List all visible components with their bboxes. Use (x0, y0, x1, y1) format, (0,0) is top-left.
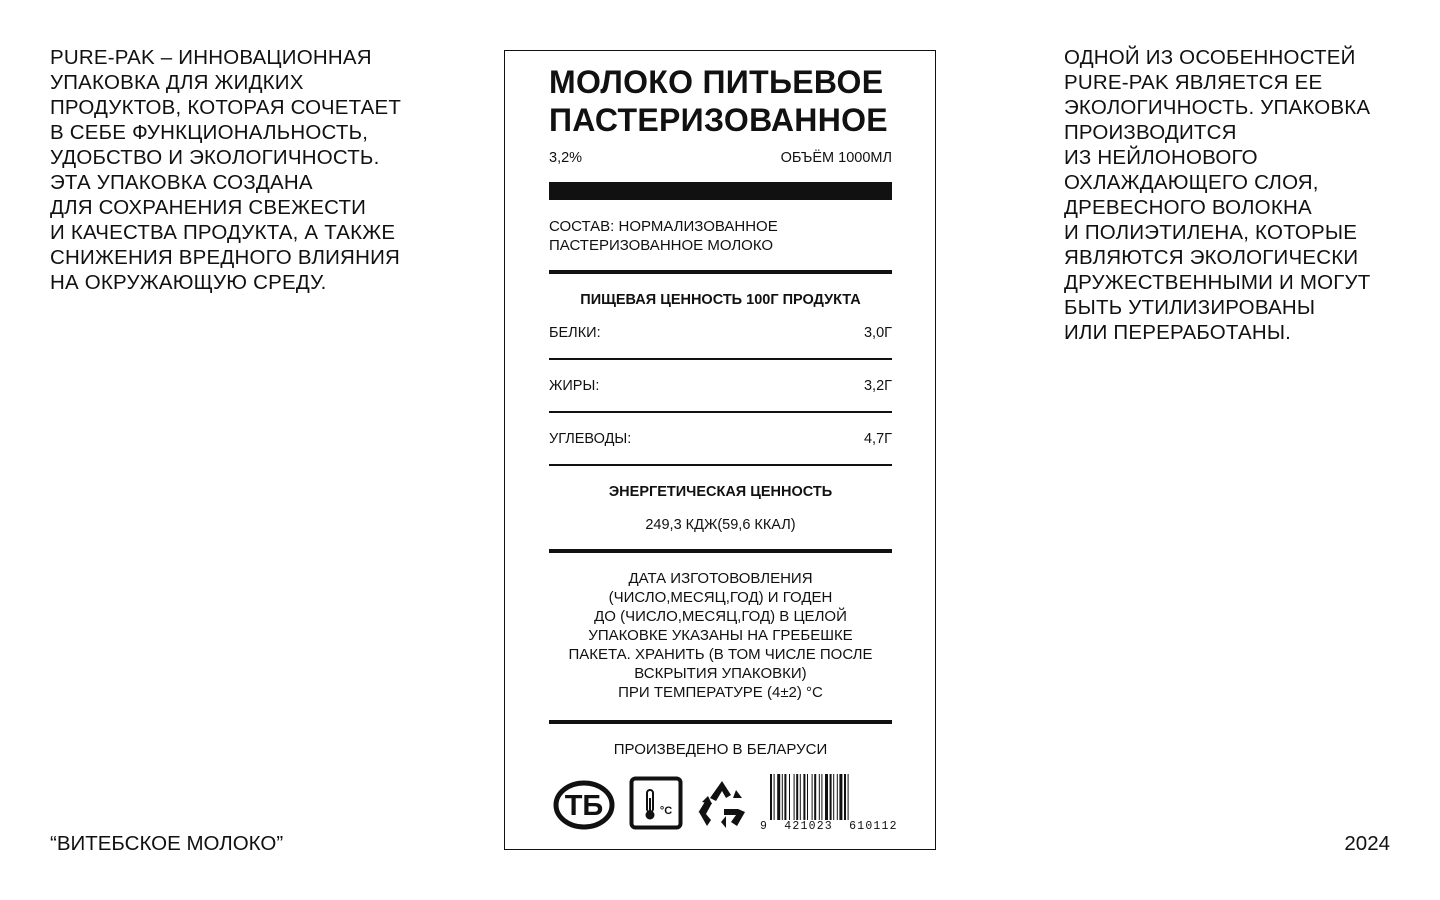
divider (549, 720, 892, 724)
nutrition-heading: ПИЩЕВАЯ ЦЕННОСТЬ 100Г ПРОДУКТА (580, 292, 861, 308)
nutrient-name: ЖИРЫ: (549, 378, 600, 394)
nutrient-row (549, 377, 892, 395)
energy-heading: ЭНЕРГЕТИЧЕСКАЯ ЦЕННОСТЬ (608, 484, 833, 500)
nutrient-name: БЕЛКИ: (549, 325, 601, 341)
temperature-icon (629, 776, 683, 830)
nutrient-row (549, 430, 892, 448)
volume: ОБЪЁМ 1000МЛ (780, 150, 892, 166)
storage-info: ДАТА ИЗГОТОВОВЛЕНИЯ (ЧИСЛО,МЕСЯЦ,ГОД) И ГОДЕН ДО (ЧИСЛО,МЕСЯЦ,ГОД) В ЦЕЛОЙ УПАКОВКЕ УКАЗАНЫ НА ГРЕБЕШКЕ ПАКЕТА. ХРАНИТЬ (В ТОМ ЧИСЛЕ ПОСЛЕ ВСКРЫТИЯ УПАКОВКИ) ПРИ ТЕМПЕРАТУРЕ (4±2) °С (568, 570, 873, 701)
nutrient-value: 4,7Г (863, 431, 892, 447)
divider (549, 411, 892, 413)
nutrient-value: 3,2Г (863, 378, 892, 394)
nutrient-name: УГЛЕВОДЫ: (549, 431, 632, 447)
divider (549, 270, 892, 274)
right-description: ОДНОЙ ИЗ ОСОБЕННОСТЕЙ PURE-PAK ЯВЛЯЕТСЯ ЕЕ ЭКОЛОГИЧНОСТЬ. УПАКОВКА ПРОИЗВОДИТСЯ ИЗ НЕЙЛОНОВОГО ОХЛАЖДАЮЩЕГО СЛОЯ, ДРЕВЕСНОГО ВОЛОКНА И ПОЛИЭТИЛЕНА, КОТОРЫЕ ЯВЛЯЮТСЯ ЭКОЛОГИЧЕСКИ ДРУЖЕСТВЕННЫМИ И МОГУТ БЫТЬ УТИЛИЗИРОВАНЫ ИЛИ ПЕРЕРАБОТАНЫ. (1064, 46, 1371, 344)
recycle-icon (695, 778, 749, 830)
divider (549, 464, 892, 466)
tb-mark-text: ТБ (564, 790, 604, 822)
left-description: PURE-PAK – ИННОВАЦИОННАЯ УПАКОВКА ДЛЯ ЖИДКИХ ПРОДУКТОВ, КОТОРАЯ СОЧЕТАЕТ В СЕБЕ ФУНКЦИОНАЛЬНОСТЬ, УДОБСТВО И ЭКОЛОГИЧНОСТЬ. ЭТА УПАКОВКА СОЗДАНА ДЛЯ СОХРАНЕНИЯ СВЕЖЕСТИ И КАЧЕСТВА ПРОДУКТА, А ТАКЖЕ СНИЖЕНИЯ ВРЕДНОГО ВЛИЯНИЯ НА ОКРУЖАЮЩУЮ СРЕДУ. (50, 46, 402, 294)
barcode-digits: 9 421023 610112 (760, 820, 898, 833)
product-label (504, 50, 936, 850)
temperature-mark-text: °C (659, 805, 673, 817)
origin: ПРОИЗВЕДЕНО В БЕЛАРУСИ (613, 741, 828, 758)
black-bar (549, 182, 892, 200)
divider (549, 358, 892, 360)
barcode-bars (768, 774, 894, 824)
nutrient-value: 3,0Г (863, 325, 892, 341)
fat-volume-row (549, 149, 892, 167)
divider (549, 549, 892, 553)
energy-value: 249,3 КДЖ(59,6 ККАЛ) (645, 517, 796, 533)
fat-content: 3,2% (549, 150, 583, 166)
year: 2024 (1344, 832, 1390, 855)
product-title: МОЛОКО ПИТЬЕВОЕ ПАСТЕРИЗОВАННОЕ (549, 64, 888, 138)
barcode-icon (760, 774, 898, 836)
tb-certification-icon (553, 780, 615, 830)
nutrient-row (549, 324, 892, 342)
composition: СОСТАВ: НОРМАЛИЗОВАННОЕ ПАСТЕРИЗОВАННОЕ МОЛОКО (549, 218, 778, 254)
brand-name: “ВИТЕБСКОЕ МОЛОКО” (50, 832, 284, 855)
